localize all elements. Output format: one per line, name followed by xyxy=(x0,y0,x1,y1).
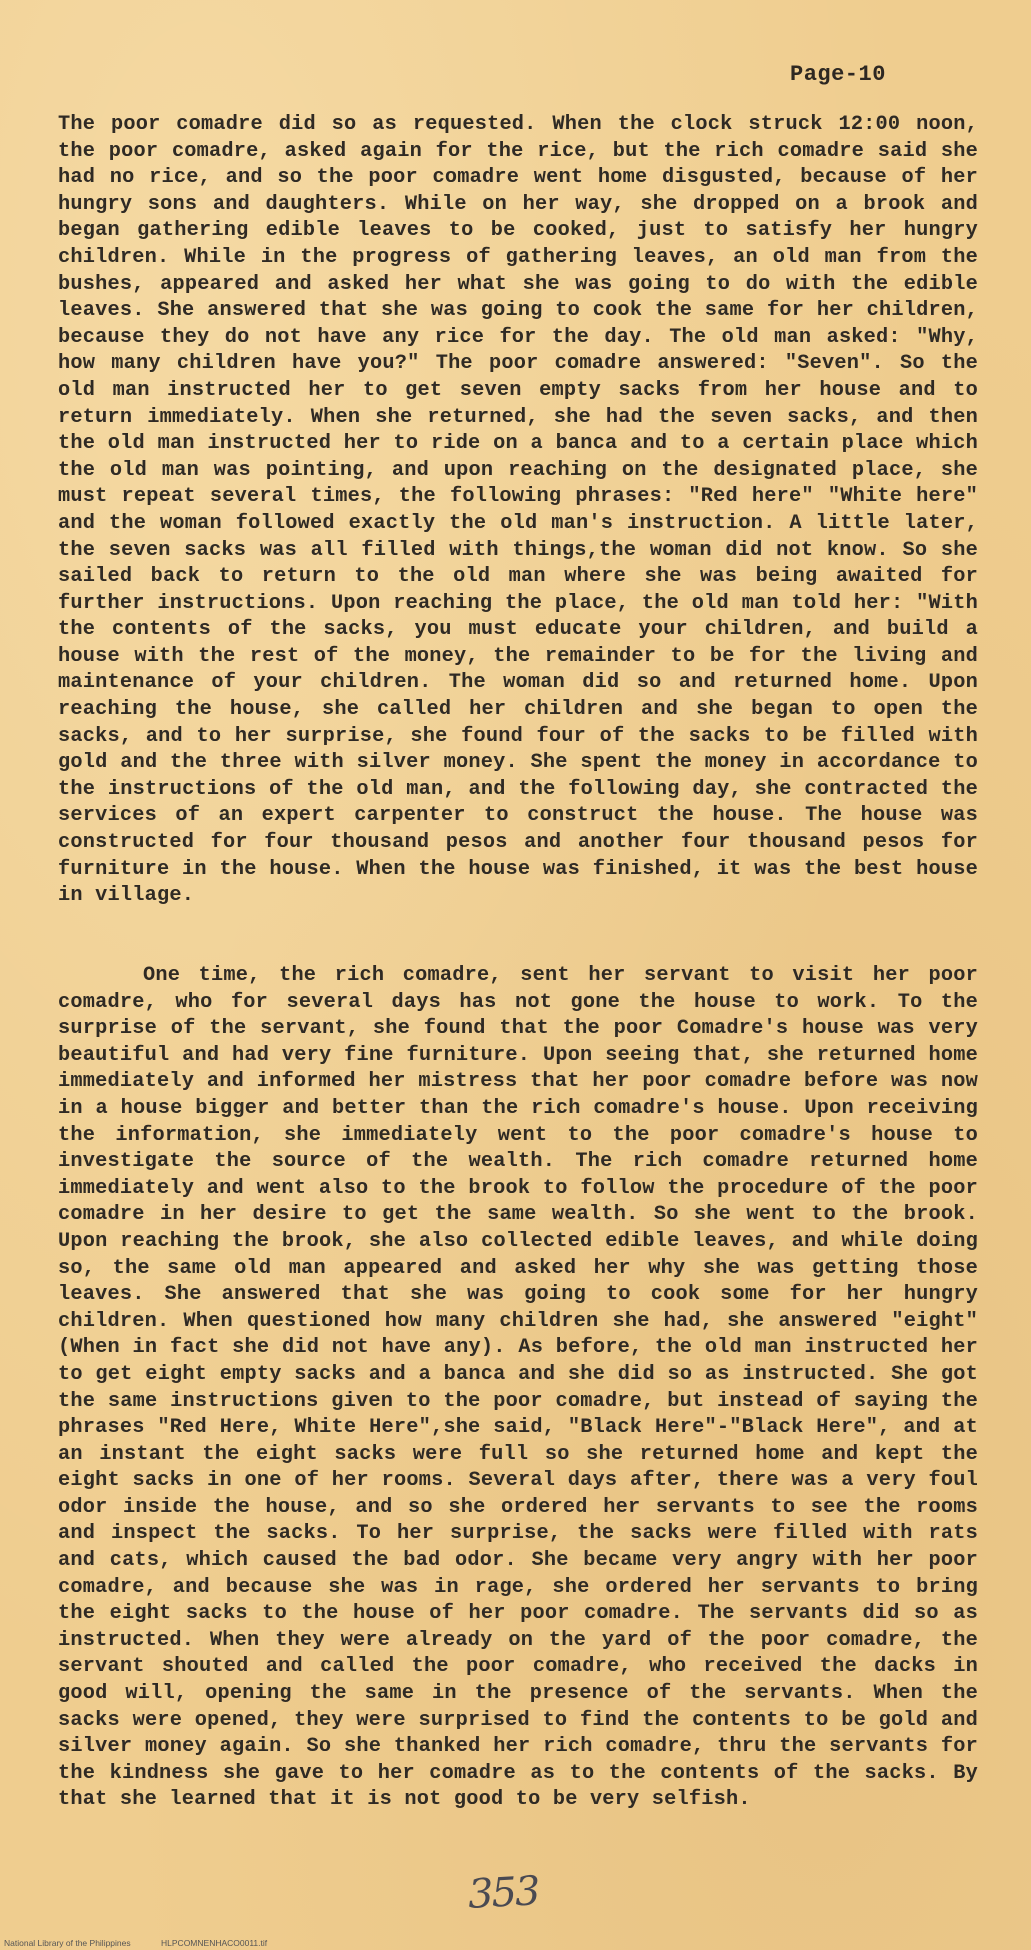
footer-file: HLPCOMNENHACO0011.tif xyxy=(161,1938,268,1948)
handwritten-page-number: 353 xyxy=(466,1868,540,1918)
page-number: Page-10 xyxy=(790,62,886,87)
scan-footer xyxy=(4,1938,295,1948)
paragraph-2: One time, the rich comadre, sent her servant to visit her poor comadre, who for several days has not gone the house to work. To the surprise of the servant, she found that the poor Comadre's house was very beautiful and had very fine furniture. Upon seeing that, she returned home immediately and informed her mistress that her poor comadre before was now in a house bigger and better than the rich comadre's house. Upon receiving the information, she immediately went to the poor comadre's house to investigate the source of the wealth. The rich comadre returned home immediately and went also to the brook to follow the procedure of the poor comadre in her desire to get the same wealth. So she went to the brook. Upon reaching the brook, she also collected edible leaves, and while doing so, the same old man appeared and asked her why she was getting those leaves. She answered that she was going to cook some for her hungry children. When questioned how many children she had, she answered "eight" (When in fact she did not have any). As before, the old man instructed her to get eight empty sacks and a banca and she did so as instructed. She got the same instructions given to the poor comadre, but instead of saying the phrases "Red Here, White Here",she said, "Black Here"-"Black Here", and at an instant the eight sacks were full so she returned home and kept the eight sacks in one of her rooms. Several days after, there was a very foul odor inside the house, and so she ordered her servants to see the rooms and inspect the sacks. To her surprise, the sacks were filled with rats and cats, which caused the bad odor. She became very angry with her poor comadre, and because she was in rage, she ordered her servants to bring the eight sacks to the house of her poor comadre. The servants did so as instructed. When they were already on the yard of the poor comadre, the servant shouted and called the poor comadre, who received the dacks in good will, opening the same in the presence of the servants. When the sacks were opened, they were surprised to find the contents to be gold and silver money again. So she thanked her rich comadre, thru the servants for the kindness she gave to her comadre as to the contents of the sacks. By that she learned that it is not good to be very selfish. xyxy=(58,964,978,1812)
paragraph-1: The poor comadre did so as requested. When the clock struck 12:00 noon, the poor comadre, asked again for the rice, but the rich comadre said she had no rice, and so the poor comadre went home disgusted, because of her hungry sons and daughters. While on her way, she dropped on a brook and began gathering edible leaves to be cooked, just to satisfy her hungry children. While in the progress of gathering leaves, an old man from the bushes, appeared and asked her what she was going to do with the edible leaves. She answered that she was going to cook the same for her children, because they do not have any rice for the day. The old man asked: "Why, how many children have you?" The poor comadre answered: "Seven". So the old man instructed her to get seven empty sacks from her house and to return immediately. When she returned, she had the seven sacks, and then the old man instructed her to ride on a banca and to a certain place which the old man was pointing, and upon reaching on the designated place, she must repeat several times, the following phrases: "Red here" "White here" and the woman followed exactly the old man's instruction. A little later, the seven sacks was all filled with things,the woman did not know. So she sailed back to return to the old man where she was being awaited for further instructions. Upon reaching the place, the old man told her: "With the contents of the sacks, you must educate your children, and build a house with the rest of the money, the remainder to be for the living and maintenance of your children. The woman did so and returned home. Upon reaching the house, she called her children and she began to open the sacks, and to her surprise, she found four of the sacks to be filled with gold and the three with silver money. She spent the money in accordance to the instructions of the old man, and the following day, she contracted the services of an expert carpenter to construct the house. The house was constructed for four thousand pesos and another four thousand pesos for furniture in the house. When the house was finished, it was the best house in village. xyxy=(58,113,978,908)
footer-library: National Library of the Philippines xyxy=(4,1938,131,1948)
